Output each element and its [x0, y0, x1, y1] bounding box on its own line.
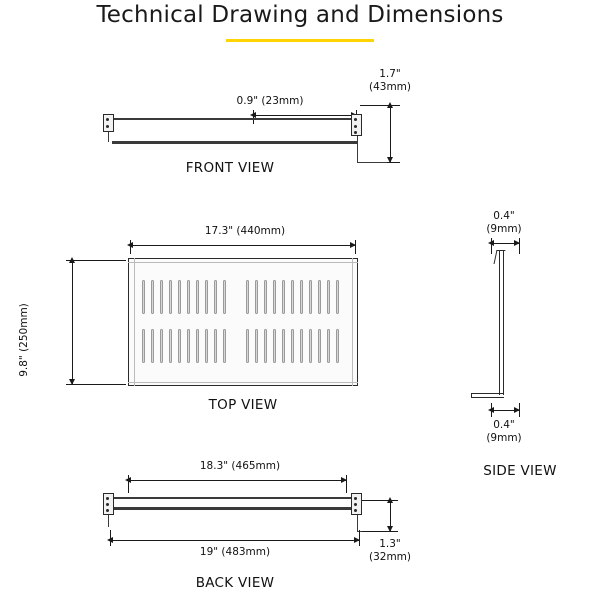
side-bottom-thickness-label-line1: 0.4": [493, 419, 515, 431]
back-left-bracket-hole-1: [106, 497, 109, 500]
top-depth-dimension-label: 9.8" (250mm): [18, 303, 30, 377]
front-height-dimension-label-line2: (43mm): [368, 81, 411, 93]
top-panel-inner-edge-right: [352, 258, 353, 386]
top-vent-slot: [178, 329, 181, 363]
back-view-drawing: [0, 450, 600, 600]
top-vent-slot: [300, 280, 303, 314]
top-vent-slot: [291, 280, 294, 314]
top-vent-slot: [318, 329, 321, 363]
front-left-bracket: [103, 114, 114, 132]
top-panel-inner-edge-left: [134, 258, 135, 386]
side-view-label: SIDE VIEW: [483, 463, 557, 479]
top-panel-body: [128, 258, 358, 386]
top-vent-slot: [291, 329, 294, 363]
top-vent-slot: [255, 280, 258, 314]
top-vent-slot: [151, 280, 154, 314]
top-vent-slot: [187, 329, 190, 363]
front-left-bracket-hole-2: [106, 125, 109, 128]
front-view-drawing: [0, 60, 600, 180]
side-bottom-extension-right: [519, 403, 520, 417]
side-top-thickness-label-line2: (9mm): [486, 223, 522, 235]
top-vent-slot: [169, 329, 172, 363]
back-left-flange: [108, 515, 109, 527]
top-vent-slot: [151, 329, 154, 363]
back-right-bracket-hole-2: [354, 503, 357, 506]
front-rail-top-edge: [112, 118, 357, 120]
top-width-dimension-line: [130, 245, 355, 246]
back-right-bracket-hole-1: [354, 497, 357, 500]
top-vent-slot: [309, 280, 312, 314]
front-height-dimension-label-line1: 1.7": [379, 68, 401, 80]
back-inner-extension-right: [346, 475, 347, 493]
top-panel-inner-edge-top: [128, 262, 358, 263]
top-vent-slot: [142, 280, 145, 314]
side-profile-outer-line: [503, 250, 504, 395]
back-outer-width-label: 19" (483mm): [199, 546, 271, 558]
side-profile-bottom-foot-edge: [471, 397, 504, 398]
top-vent-slot: [223, 329, 226, 363]
top-vent-slot: [205, 280, 208, 314]
top-vent-slot: [273, 280, 276, 314]
top-vent-slot: [327, 280, 330, 314]
side-bottom-thickness-label-line2: (9mm): [486, 432, 522, 444]
top-vent-slot: [223, 280, 226, 314]
top-vent-slot: [214, 329, 217, 363]
back-height-label-line1: 1.3": [379, 538, 401, 550]
side-profile-bottom-cap: [471, 393, 472, 398]
back-right-flange: [357, 515, 358, 532]
back-inner-extension-left: [128, 475, 129, 493]
top-vent-slot: [273, 329, 276, 363]
top-vent-slot: [336, 280, 339, 314]
front-depth-dimension-label: 0.9" (23mm): [236, 95, 304, 107]
top-vent-slot: [214, 280, 217, 314]
page-title: Technical Drawing and Dimensions: [96, 2, 504, 28]
side-top-extension-left: [491, 238, 492, 254]
back-outer-extension-right: [359, 530, 360, 546]
side-top-thickness-label-line1: 0.4": [493, 210, 515, 222]
back-inner-width-label: 18.3" (465mm): [199, 460, 281, 472]
top-vent-slot: [282, 329, 285, 363]
top-vent-slot: [300, 329, 303, 363]
top-vent-slot: [327, 329, 330, 363]
back-rail-bar: [112, 507, 360, 510]
top-vent-slot: [246, 280, 249, 314]
top-vent-slot: [187, 280, 190, 314]
back-height-extension-bottom: [362, 531, 398, 532]
front-height-extension-top: [360, 105, 400, 106]
back-height-label-line2: (32mm): [368, 551, 411, 563]
top-vent-slot: [282, 280, 285, 314]
top-vent-slot: [336, 329, 339, 363]
front-right-bracket-hole-1: [354, 118, 357, 121]
top-width-extension-right: [355, 240, 356, 254]
back-rail-top-edge: [112, 497, 360, 499]
top-depth-extension-bottom: [66, 384, 126, 385]
top-vent-slot: [309, 329, 312, 363]
front-left-bracket-stem: [108, 132, 109, 142]
back-left-bracket-hole-2: [106, 503, 109, 506]
back-view-label: BACK VIEW: [195, 575, 275, 591]
side-profile-bottom-foot: [471, 393, 504, 394]
front-height-dimension-line: [390, 105, 391, 163]
top-vent-slot: [178, 280, 181, 314]
top-vent-slot: [264, 329, 267, 363]
top-vent-slot: [160, 280, 163, 314]
top-vent-slot: [142, 329, 145, 363]
front-depth-extension-left: [253, 110, 254, 124]
front-right-flange: [357, 136, 358, 163]
front-bottom-lip: [357, 162, 387, 163]
side-bottom-extension-left: [491, 403, 492, 417]
front-depth-dimension-line: [253, 115, 356, 116]
top-view-label: TOP VIEW: [208, 397, 278, 413]
front-right-bracket-hole-2: [354, 125, 357, 128]
top-width-dimension-label: 17.3" (440mm): [204, 225, 286, 237]
top-depth-extension-top: [66, 260, 126, 261]
back-inner-width-dimension-line: [128, 480, 346, 481]
top-vent-slot: [196, 329, 199, 363]
top-vent-slot: [255, 329, 258, 363]
front-left-bracket-hole-1: [106, 118, 109, 121]
top-vent-slot: [318, 280, 321, 314]
title-underline-accent: [226, 39, 374, 42]
side-top-extension-right: [519, 238, 520, 254]
front-right-bracket-hole-3: [354, 131, 357, 134]
front-view-label: FRONT VIEW: [185, 160, 275, 176]
back-left-bracket-hole-3: [106, 509, 109, 512]
top-vent-slot: [205, 329, 208, 363]
side-profile-inner-line: [499, 250, 500, 395]
front-rail-bar: [112, 141, 357, 144]
back-outer-width-dimension-line: [110, 540, 359, 541]
back-height-extension-top: [362, 500, 398, 501]
top-vent-slot: [196, 280, 199, 314]
top-vent-slot: [169, 280, 172, 314]
top-vent-slot: [160, 329, 163, 363]
back-right-bracket-hole-3: [354, 509, 357, 512]
top-vent-slot: [246, 329, 249, 363]
top-width-extension-left: [130, 240, 131, 254]
back-outer-extension-left: [110, 530, 111, 546]
top-depth-dimension-line: [72, 260, 73, 385]
top-panel-inner-edge-bottom: [128, 382, 358, 383]
top-vent-slot: [264, 280, 267, 314]
